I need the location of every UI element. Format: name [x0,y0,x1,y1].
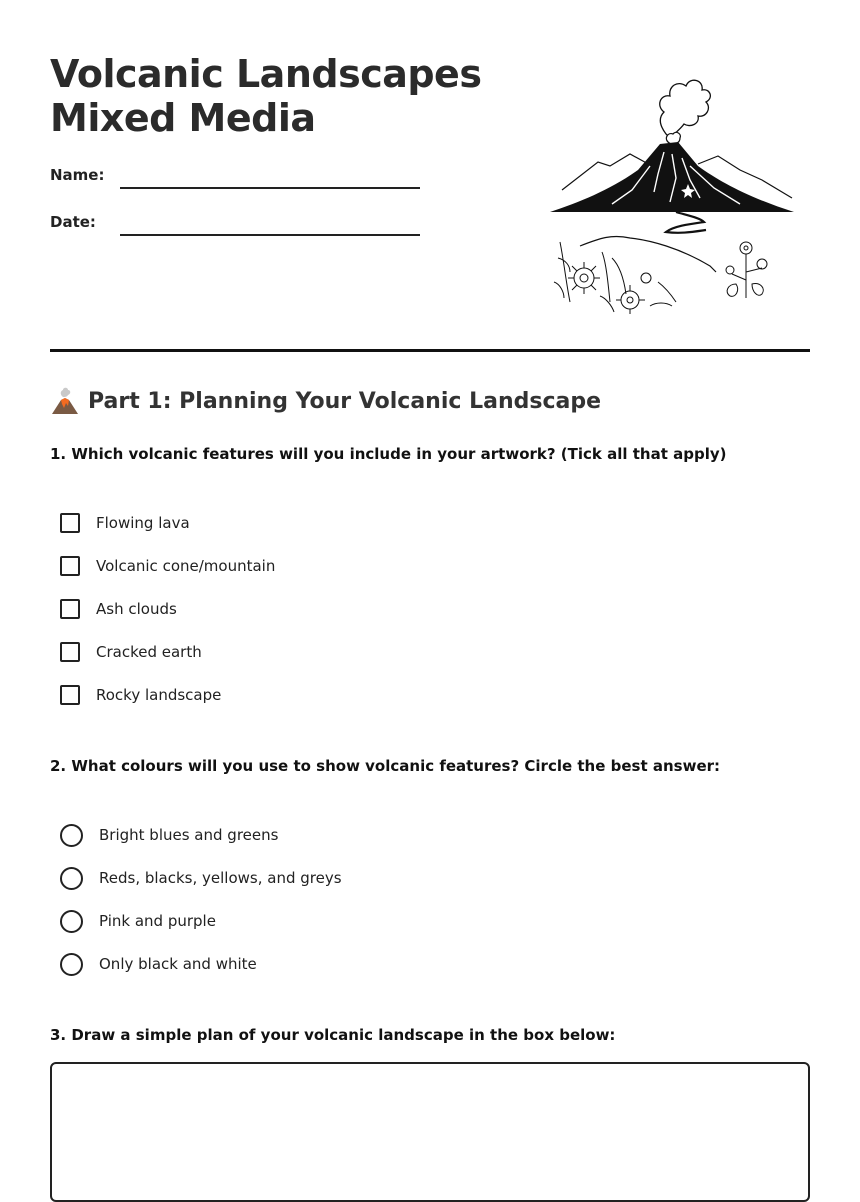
checkbox[interactable] [60,556,80,576]
option-label: Only black and white [99,955,257,973]
section-title-text: Part 1: Planning Your Volcanic Landscape [88,388,602,414]
worksheet-title [50,52,481,140]
option-label: Cracked earth [96,643,202,661]
radio-circle[interactable] [60,867,83,890]
q2-option-2[interactable] [60,866,342,890]
name-label: Name: [50,166,105,184]
option-label: Ash clouds [96,600,177,618]
drawing-area[interactable] [50,1062,810,1202]
q2-option-3[interactable] [60,909,216,933]
option-label: Rocky landscape [96,686,222,704]
section-divider [50,349,810,352]
option-label: Bright blues and greens [99,826,279,844]
checkbox[interactable] [60,685,80,705]
question-3: 3. Draw a simple plan of your volcanic landscape in the box below: [50,1026,616,1044]
volcano-emoji-icon [50,386,80,416]
option-label: Pink and purple [99,912,216,930]
title-line-1: Volcanic Landscapes [50,52,482,96]
volcano-illustration [540,62,810,322]
radio-circle[interactable] [60,910,83,933]
q1-option-4[interactable] [60,640,202,664]
section-title-part-1 [50,386,601,416]
q2-option-4[interactable] [60,952,257,976]
option-label: Reds, blacks, yellows, and greys [99,869,342,887]
date-field[interactable] [120,234,420,236]
q1-option-1[interactable] [60,511,190,535]
radio-circle[interactable] [60,824,83,847]
checkbox[interactable] [60,642,80,662]
q1-option-5[interactable] [60,683,221,707]
question-1: 1. Which volcanic features will you include in your artwork? (Tick all that apply) [50,445,727,463]
question-2: 2. What colours will you use to show volcanic features? Circle the best answer: [50,757,721,775]
option-label: Flowing lava [96,514,190,532]
title-line-2: Mixed Media [50,96,316,140]
checkbox[interactable] [60,513,80,533]
q1-option-2[interactable] [60,554,275,578]
name-field[interactable] [120,187,420,189]
radio-circle[interactable] [60,953,83,976]
q1-option-3[interactable] [60,597,177,621]
checkbox[interactable] [60,599,80,619]
date-label: Date: [50,213,96,231]
option-label: Volcanic cone/mountain [96,557,276,575]
q2-option-1[interactable] [60,823,278,847]
